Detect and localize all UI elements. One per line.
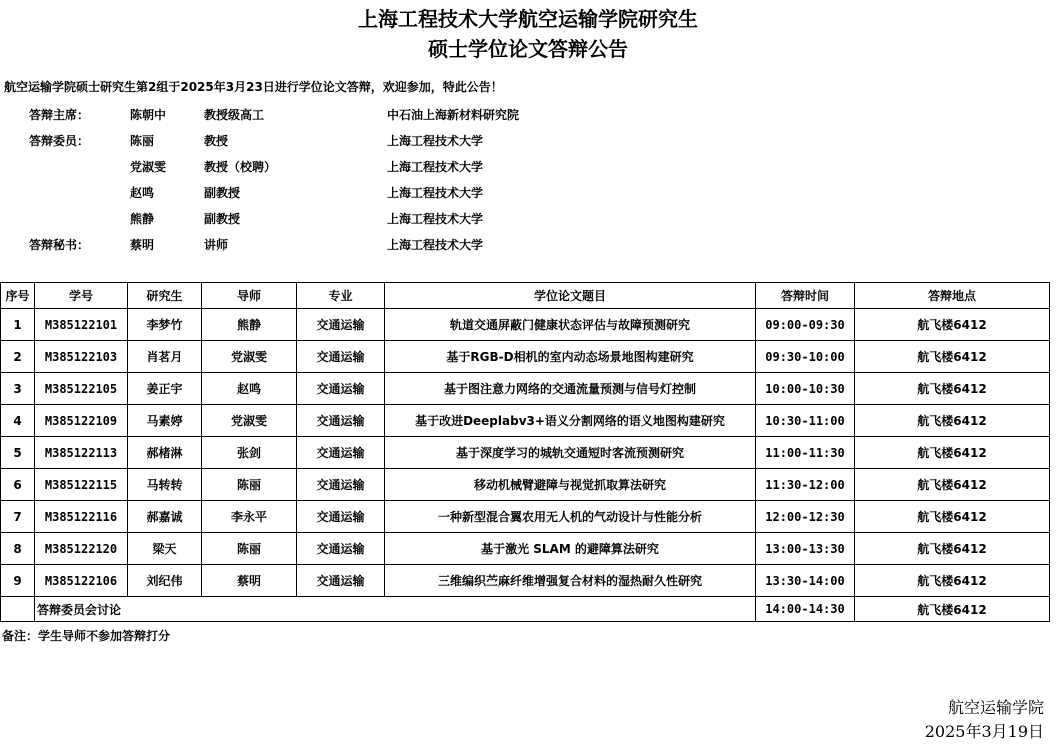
table-row	[1, 405, 1050, 437]
cell-student-id: M385122113	[35, 437, 128, 469]
cell-advisor: 赵鸣	[202, 373, 297, 405]
cell-thesis-title: 一种新型混合翼农用无人机的气动设计与性能分析	[385, 501, 756, 533]
cell-discussion-label: 答辩委员会讨论	[35, 597, 756, 622]
cell-student-id: M385122103	[35, 341, 128, 373]
signature-date: 2025年3月19日	[924, 722, 1044, 741]
cell-location: 航飞楼6412	[855, 437, 1050, 469]
committee-role: 答辩委员：	[29, 134, 90, 148]
cell-thesis-title: 轨道交通屏蔽门健康状态评估与故障预测研究	[385, 309, 756, 341]
defense-schedule-table	[0, 282, 1050, 622]
cell-student-id: M385122109	[35, 405, 128, 437]
cell-major: 交通运输	[297, 469, 385, 501]
table-row	[1, 565, 1050, 597]
cell-major: 交通运输	[297, 533, 385, 565]
committee-role: 答辩秘书：	[29, 238, 90, 252]
cell-major: 交通运输	[297, 373, 385, 405]
table-row-discussion	[1, 597, 1050, 622]
cell-advisor: 党淑雯	[202, 341, 297, 373]
column-header: 学号	[35, 283, 128, 309]
cell-major: 交通运输	[297, 341, 385, 373]
cell-advisor: 李永平	[202, 501, 297, 533]
committee-title: 副教授	[204, 186, 241, 200]
cell-index: 9	[1, 565, 35, 597]
committee-member-row	[0, 183, 700, 209]
column-header: 答辩时间	[756, 283, 855, 309]
cell-location: 航飞楼6412	[855, 469, 1050, 501]
committee-member-row	[0, 235, 700, 261]
cell-student: 刘纪伟	[128, 565, 202, 597]
cell-major: 交通运输	[297, 565, 385, 597]
cell-advisor: 陈丽	[202, 533, 297, 565]
cell-student: 李梦竹	[128, 309, 202, 341]
cell-major: 交通运输	[297, 437, 385, 469]
committee-institution: 上海工程技术大学	[387, 238, 484, 252]
column-header: 学位论文题目	[385, 283, 756, 309]
cell-time: 12:00-12:30	[756, 501, 855, 533]
cell-thesis-title: 基于图注意力网络的交通流量预测与信号灯控制	[385, 373, 756, 405]
cell-time: 11:00-11:30	[756, 437, 855, 469]
cell-thesis-title: 基于RGB-D相机的室内动态场景地图构建研究	[385, 341, 756, 373]
cell-advisor: 张剑	[202, 437, 297, 469]
cell-major: 交通运输	[297, 501, 385, 533]
table-row	[1, 341, 1050, 373]
column-header: 序号	[1, 283, 35, 309]
cell-location: 航飞楼6412	[855, 597, 1050, 622]
cell-student-id: M385122101	[35, 309, 128, 341]
cell-location: 航飞楼6412	[855, 341, 1050, 373]
cell-index: 8	[1, 533, 35, 565]
cell-thesis-title: 基于深度学习的城轨交通短时客流预测研究	[385, 437, 756, 469]
committee-name: 党淑雯	[130, 160, 167, 174]
cell-location: 航飞楼6412	[855, 533, 1050, 565]
committee-member-row	[0, 131, 700, 157]
cell-index: 7	[1, 501, 35, 533]
table-row	[1, 501, 1050, 533]
cell-student: 马转转	[128, 469, 202, 501]
cell-major: 交通运输	[297, 405, 385, 437]
cell-location: 航飞楼6412	[855, 565, 1050, 597]
announcement-intro: 航空运输学院硕士研究生第2组于2025年3月23日进行学位论文答辩，欢迎参加，特此公告！	[4, 80, 503, 94]
committee-member-row	[0, 157, 700, 183]
cell-student: 姜正宇	[128, 373, 202, 405]
committee-title: 教授（校聘）	[204, 160, 277, 174]
committee-institution: 上海工程技术大学	[387, 134, 484, 148]
committee-title: 教授级高工	[204, 108, 265, 122]
cell-advisor: 蔡明	[202, 565, 297, 597]
page-title: 上海工程技术大学航空运输学院研究生	[358, 7, 698, 31]
cell-major: 交通运输	[297, 309, 385, 341]
cell-student: 郝楮淋	[128, 437, 202, 469]
committee-role: 答辩主席：	[29, 108, 90, 122]
cell-student: 肖茗月	[128, 341, 202, 373]
cell-student-id: M385122120	[35, 533, 128, 565]
cell-time: 13:30-14:00	[756, 565, 855, 597]
committee-name: 陈丽	[130, 134, 155, 148]
cell-index: 2	[1, 341, 35, 373]
table-row	[1, 309, 1050, 341]
committee-member-row	[0, 105, 700, 131]
column-header: 导师	[202, 283, 297, 309]
cell-advisor: 党淑雯	[202, 405, 297, 437]
cell-time: 09:30-10:00	[756, 341, 855, 373]
cell-advisor: 熊静	[202, 309, 297, 341]
committee-title: 教授	[204, 134, 229, 148]
cell-location: 航飞楼6412	[855, 501, 1050, 533]
cell-index: 3	[1, 373, 35, 405]
cell-student-id: M385122116	[35, 501, 128, 533]
cell-student-id: M385122105	[35, 373, 128, 405]
table-header-row	[1, 283, 1050, 309]
cell-index: 5	[1, 437, 35, 469]
cell-time: 14:00-14:30	[756, 597, 855, 622]
table-row	[1, 437, 1050, 469]
cell-index: 6	[1, 469, 35, 501]
cell-empty	[1, 597, 35, 622]
cell-student: 梁天	[128, 533, 202, 565]
committee-name: 蔡明	[130, 238, 155, 252]
table-row	[1, 469, 1050, 501]
committee-institution: 中石油上海新材料研究院	[387, 108, 520, 122]
cell-location: 航飞楼6412	[855, 405, 1050, 437]
committee-member-row	[0, 209, 700, 235]
cell-student-id: M385122115	[35, 469, 128, 501]
cell-thesis-title: 基于激光 SLAM 的避障算法研究	[385, 533, 756, 565]
cell-time: 10:30-11:00	[756, 405, 855, 437]
cell-student-id: M385122106	[35, 565, 128, 597]
cell-student: 郝嘉诚	[128, 501, 202, 533]
column-header: 答辩地点	[855, 283, 1050, 309]
remark-note: 备注：学生导师不参加答辩打分	[2, 629, 171, 643]
cell-thesis-title: 基于改进Deeplabv3+语义分割网络的语义地图构建研究	[385, 405, 756, 437]
committee-institution: 上海工程技术大学	[387, 212, 484, 226]
signature-organization: 航空运输学院	[947, 698, 1044, 717]
column-header: 研究生	[128, 283, 202, 309]
committee-title: 副教授	[204, 212, 241, 226]
cell-thesis-title: 移动机械臂避障与视觉抓取算法研究	[385, 469, 756, 501]
committee-institution: 上海工程技术大学	[387, 186, 484, 200]
cell-thesis-title: 三维编织苎麻纤维增强复合材料的湿热耐久性研究	[385, 565, 756, 597]
table-row	[1, 533, 1050, 565]
cell-index: 4	[1, 405, 35, 437]
committee-name: 熊静	[130, 212, 155, 226]
page-subtitle: 硕士学位论文答辩公告	[428, 37, 628, 61]
cell-advisor: 陈丽	[202, 469, 297, 501]
cell-location: 航飞楼6412	[855, 309, 1050, 341]
cell-student: 马素婷	[128, 405, 202, 437]
committee-name: 赵鸣	[130, 186, 155, 200]
table-row	[1, 373, 1050, 405]
cell-location: 航飞楼6412	[855, 373, 1050, 405]
cell-time: 10:00-10:30	[756, 373, 855, 405]
cell-time: 09:00-09:30	[756, 309, 855, 341]
cell-time: 13:00-13:30	[756, 533, 855, 565]
committee-title: 讲师	[204, 238, 229, 252]
column-header: 专业	[297, 283, 385, 309]
cell-time: 11:30-12:00	[756, 469, 855, 501]
committee-institution: 上海工程技术大学	[387, 160, 484, 174]
committee-name: 陈朝中	[130, 108, 167, 122]
cell-index: 1	[1, 309, 35, 341]
